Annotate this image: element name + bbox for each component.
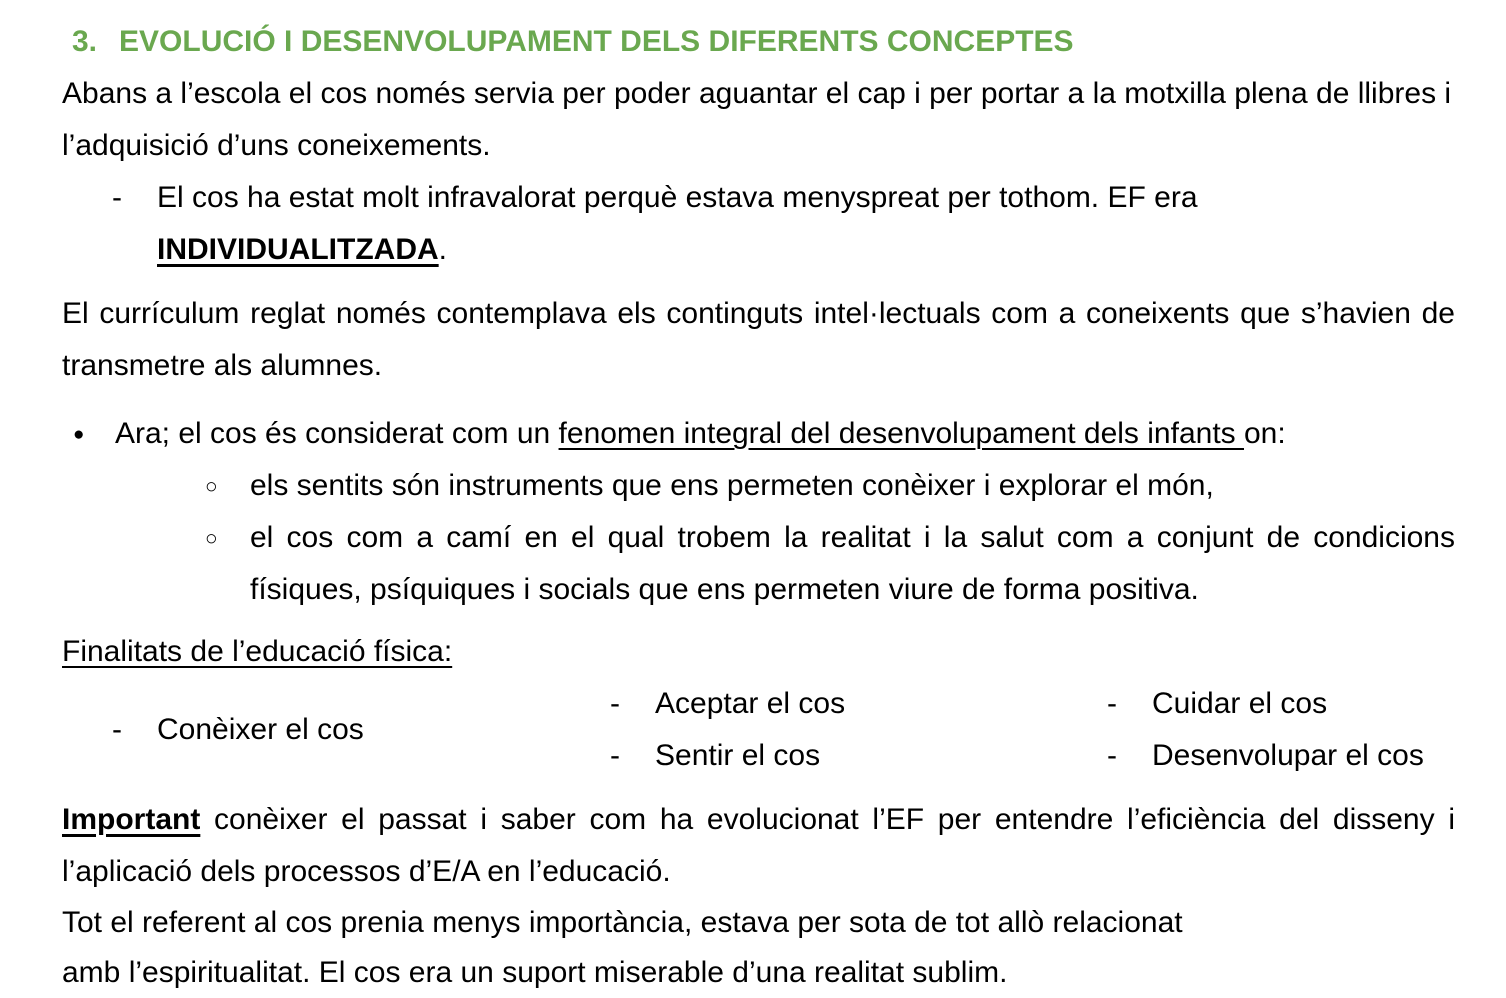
dash-marker: -	[1107, 739, 1117, 772]
individualitzada-emphasis: INDIVIDUALITZADA	[157, 233, 439, 266]
dash-marker: -	[112, 713, 122, 746]
sub-bullet-text: els sentits són instruments que ens permeten conèixer i explorar el món,	[250, 469, 1214, 502]
closing-paragraph	[62, 898, 1455, 998]
sub-bullet-cos-cami	[205, 512, 1455, 616]
finalitat-text: Conèixer el cos	[157, 713, 364, 746]
important-paragraph	[62, 794, 1455, 898]
dash-marker: -	[610, 739, 620, 772]
finalitats-column-1	[62, 678, 560, 782]
list-item-ara	[73, 408, 1455, 460]
finalitat-text: Sentir el cos	[655, 739, 821, 772]
section-number: 3.	[72, 25, 98, 58]
dash-marker: -	[1107, 687, 1117, 720]
list-item	[1107, 678, 1455, 730]
dash-marker: -	[112, 181, 122, 214]
ara-lead-text: Ara; el cos és considerat com un	[115, 417, 559, 450]
important-text: conèixer el passat i saber com ha evolucionat l’EF per entendre l’eficiència del disseny i l’aplicació dels processos d’E/A en l’educació.	[62, 803, 1455, 888]
sub-bullet-list	[205, 460, 1455, 616]
circle-marker: ○	[205, 475, 218, 498]
ara-tail-text: on:	[1244, 417, 1286, 450]
list-item	[112, 704, 364, 756]
finalitat-text: Desenvolupar el cos	[1152, 739, 1424, 772]
finalitat-text: Aceptar el cos	[655, 687, 846, 720]
finalitats-heading-text: Finalitats de l’educació física:	[62, 635, 453, 668]
sub-bullet-sentits	[205, 460, 1455, 512]
infravalorat-text: El cos ha estat molt infravalorat perquè estava menyspreat per tothom. EF era	[157, 181, 1198, 214]
list-item	[610, 678, 1057, 730]
intro-paragraph: Abans a l’escola el cos només servia per poder aguantar el cap i per portar a la motxilla plena de llibres i l’adquisició d’uns coneixements.	[62, 77, 1452, 162]
important-label: Important	[62, 803, 201, 836]
bullet-marker: ●	[73, 424, 85, 445]
finalitats-column-3	[1057, 678, 1455, 782]
finalitats-column-2	[560, 678, 1057, 782]
ara-underlined-text: fenomen integral del desenvolupament dels infants	[558, 417, 1244, 450]
section-title: EVOLUCIÓ I DESENVOLUPAMENT DELS DIFERENTS CONCEPTES	[119, 25, 1074, 58]
dash-marker: -	[610, 687, 620, 720]
finalitat-text: Cuidar el cos	[1152, 687, 1328, 720]
list-item-infravalorat	[112, 172, 1455, 276]
section-heading	[62, 16, 1455, 68]
list-item	[610, 730, 1057, 782]
curriculum-paragraph: El currículum reglat només contemplava els continguts intel·lectuals com a coneixents que s’havien de transmetre als alumnes.	[62, 297, 1455, 382]
circle-marker: ○	[205, 527, 218, 550]
sub-bullet-text: el cos com a camí en el qual trobem la realitat i la salut com a conjunt de condicions físiques, psíquiques i socials que ens permeten viure de forma positiva.	[250, 521, 1455, 606]
finalitats-heading	[62, 626, 1455, 678]
finalitats-columns	[62, 678, 1455, 782]
closing-line1: Tot el referent al cos prenia menys importància, estava per sota de tot allò relacionat	[62, 906, 1183, 939]
list-item	[1107, 730, 1455, 782]
closing-line2: amb l’espiritualitat. El cos era un suport miserable d’una realitat sublim.	[62, 956, 1008, 989]
individualitzada-period: .	[438, 233, 447, 266]
